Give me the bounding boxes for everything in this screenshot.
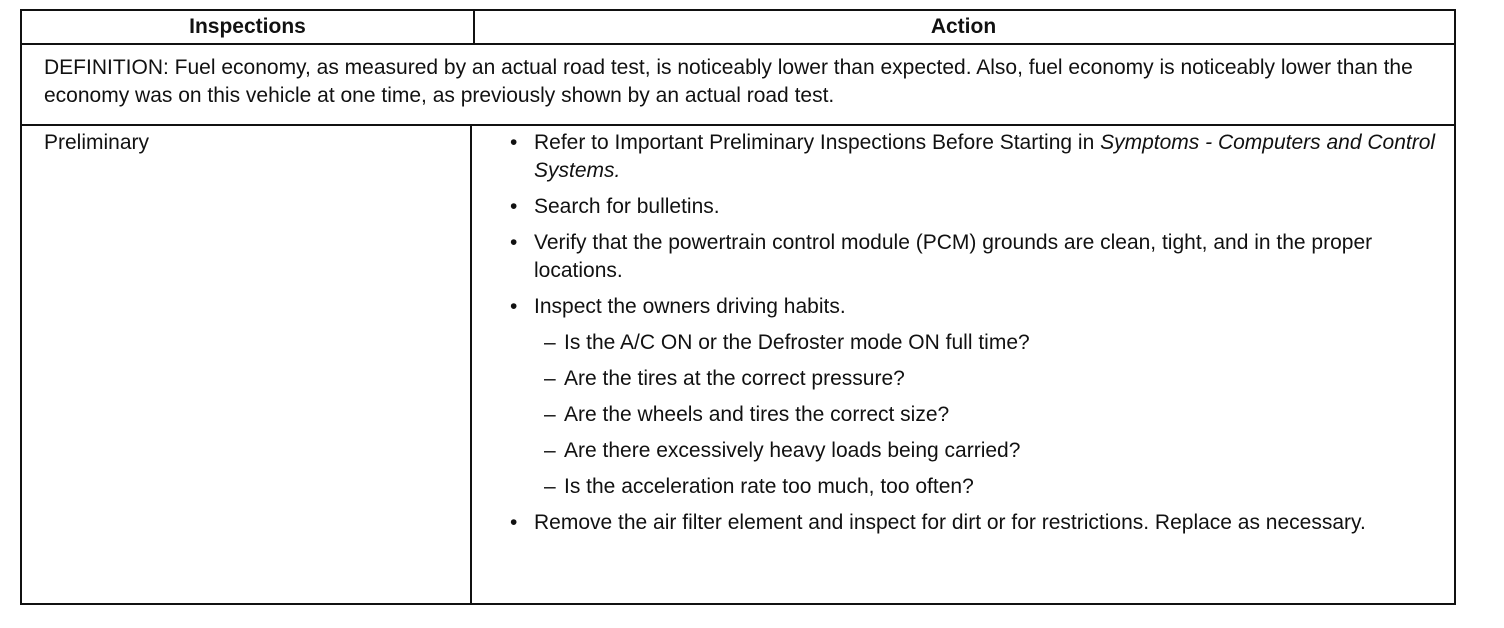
sub-list-item [506,329,1442,357]
definition-row [22,45,1454,126]
action-text: Remove the air filter element and inspect for dirt or for restrictions. Replace as necessary. [534,511,1366,534]
header-divider [473,11,475,45]
definition-text: DEFINITION: Fuel economy, as measured by an actual road test, is noticeably lower than expected. Also, fuel economy is noticeably lower than the economy was on this vehicle at one time, as previously shown by an actual road test. [44,56,1413,107]
sub-list-item [506,437,1442,465]
action-cell [506,129,1442,545]
header-inspections: Inspections [189,15,306,38]
action-reference: Symptoms - Computers and Control Systems. [534,131,1436,182]
action-text: Refer to Important Preliminary Inspections Before Starting in [534,131,1101,154]
bullet-icon: • [510,231,518,254]
bullet-icon: • [510,511,518,534]
dash-icon: – [544,367,556,390]
dash-icon: – [544,403,556,426]
action-text: Inspect the owners driving habits. [534,295,846,318]
inspection-cell: Preliminary [44,131,150,154]
list-item [506,129,1442,185]
sub-action-text: Are the tires at the correct pressure? [564,367,905,390]
sub-action-text: Are there excessively heavy loads being carried? [564,439,1021,462]
list-item [506,293,1442,321]
bullet-icon: • [510,195,518,218]
sub-list-item [506,473,1442,501]
header-action: Action [930,15,997,38]
dash-icon: – [544,331,556,354]
sub-list-item [506,365,1442,393]
sub-action-text: Is the acceleration rate too much, too often? [564,475,974,498]
list-item [506,509,1442,537]
bullet-icon: • [510,131,518,154]
sub-action-text: Are the wheels and tires the correct size? [564,403,950,426]
list-item [506,229,1442,285]
dash-icon: – [544,439,556,462]
bullet-icon: • [510,295,518,318]
column-divider [470,126,472,603]
list-item [506,193,1442,221]
diagnostic-table [20,9,1456,605]
sub-action-text: Is the A/C ON or the Defroster mode ON full time? [564,331,1030,354]
table-header-row [22,11,1454,45]
dash-icon: – [544,475,556,498]
action-text: Verify that the powertrain control module (PCM) grounds are clean, tight, and in the proper locations. [534,231,1373,282]
action-text: Search for bulletins. [534,195,720,218]
sub-list-item [506,401,1442,429]
